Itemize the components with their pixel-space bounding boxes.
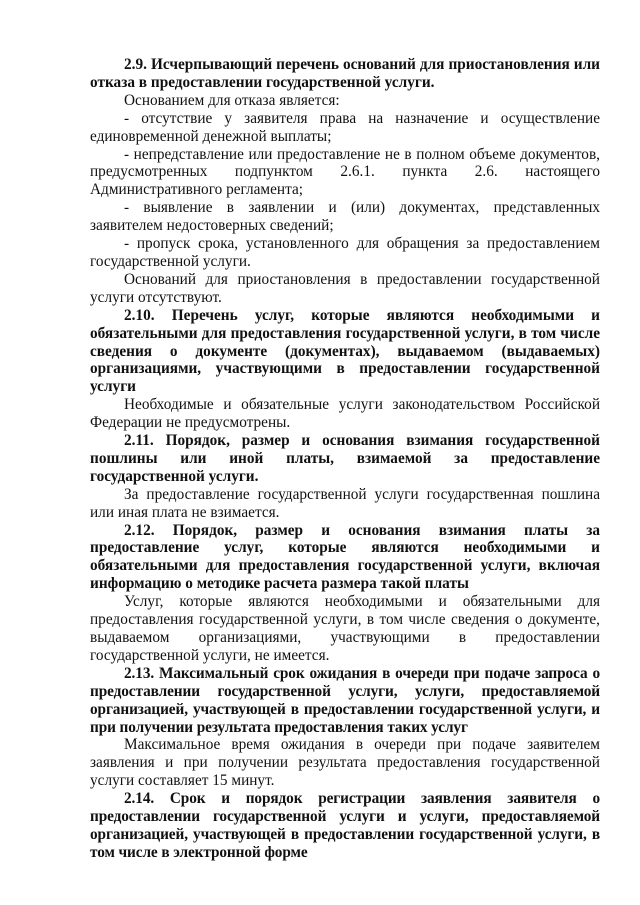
section-2-9-heading: 2.9. Исчерпывающий перечень оснований для приостановления или отказа в предоставлении государственной услуги. — [90, 56, 600, 91]
document-page — [90, 56, 600, 862]
section-2-13-heading: 2.13. Максимальный срок ожидания в очереди при подаче запроса о предоставлении государственной услуги, услуги, предоставляемой организацией, участвующей в предоставлении государственной услуги, и при получении результата предоставления таких услуг — [90, 664, 600, 736]
section-2-13-body: Максимальное время ожидания в очереди при подаче заявителем заявления и при получении результата предоставления государственной услуги составляет 15 минут. — [90, 736, 600, 790]
section-2-9-closing: Оснований для приостановления в предоставлении государственной услуги отсутствуют. — [90, 270, 600, 306]
section-2-9-item-3: - выявление в заявлении и (или) документах, представленных заявителем недостоверных сведений; — [90, 199, 600, 235]
section-2-14-heading: 2.14. Срок и порядок регистрации заявления заявителя о предоставлении государственной услуги и услуги, предоставляемой организацией, участвующей в предоставлении государственной услуги, в том числе в электронной форме — [90, 790, 600, 861]
section-2-10-body: Необходимые и обязательные услуги законодательством Российской Федерации не предусмотрены. — [90, 396, 600, 432]
section-2-9-intro: Основанием для отказа является: — [124, 91, 340, 109]
section-2-11-body: За предоставление государственной услуги государственная пошлина или иная плата не взимается. — [90, 485, 600, 521]
section-2-9-item-4: - пропуск срока, установленного для обращения за предоставлением государственной услуги. — [90, 235, 600, 270]
section-2-12-body: Услуг, которые являются необходимыми и обязательными для предоставления государственной услуги, в том числе сведения о документе, выдаваемом организациями, участвующими в предоставлении государственной услуги, не имеется. — [90, 593, 600, 664]
section-2-11-heading: 2.11. Порядок, размер и основания взимания государственной пошлины или иной платы, взимаемой за предоставление государственной услуги. — [90, 432, 600, 485]
section-2-10-heading: 2.10. Перечень услуг, которые являются необходимыми и обязательными для предоставления государственной услуги, в том числе сведения о документе (документах), выдаваемом (выдаваемых) организациями, участвующими в предоставлении государственной услуги — [90, 306, 600, 396]
section-2-9-item-2: - непредставление или предоставление не в полном объеме документов, предусмотренных подпунктом 2.6.1. пункта 2.6. настоящего Административного регламента; — [90, 145, 600, 199]
section-2-9-item-1: - отсутствие у заявителя права на назначение и осуществление единовременной денежной выплаты; — [90, 109, 600, 145]
section-2-12-heading: 2.12. Порядок, размер и основания взимания платы за предоставление услуг, которые являются необходимыми и обязательными для предоставления государственной услуги, включая информацию о методике расчета размера такой платы — [90, 521, 600, 593]
